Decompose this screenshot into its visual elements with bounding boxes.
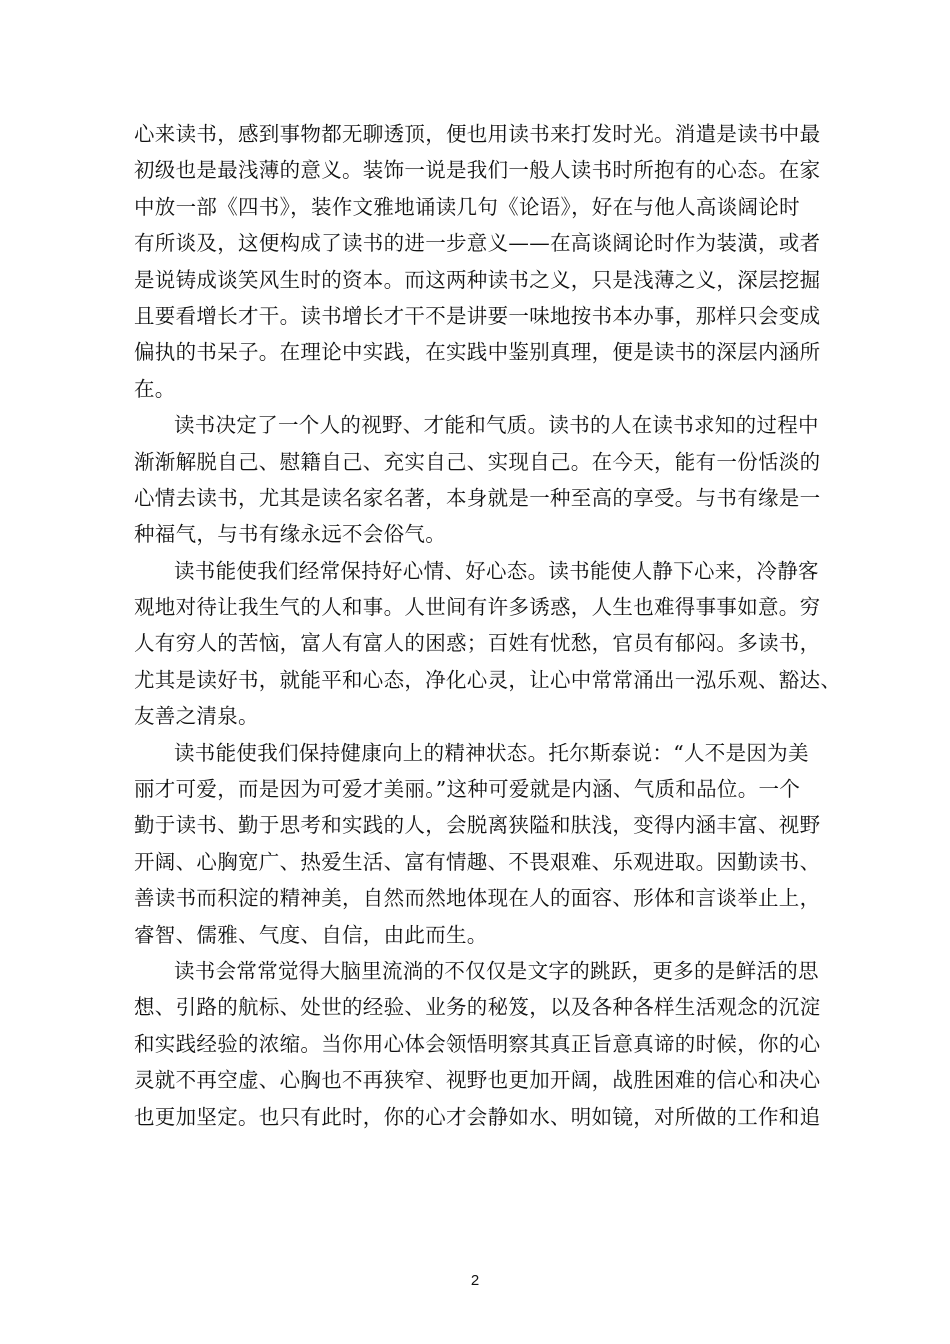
text-line: 心情去读书，尤其是读名家名著，本身就是一种至高的享受。与书有缘是一 bbox=[134, 485, 821, 510]
text-line: 也更加坚定。也只有此时，你的心才会静如水、明如镜，对所做的工作和追 bbox=[134, 1104, 821, 1129]
text-line: 善读书而积淀的精神美，自然而然地体现在人的面容、形体和言谈举止上， bbox=[134, 886, 821, 911]
text-line: 在。 bbox=[134, 376, 176, 401]
paragraph bbox=[134, 553, 842, 735]
paragraph bbox=[134, 953, 824, 1135]
text-line: 种福气，与书有缘永远不会俗气。 bbox=[134, 522, 446, 547]
paragraph bbox=[134, 735, 824, 953]
text-line: 观地对待让我生气的人和事。人世间有许多诱惑，人生也难得事事如意。穷 bbox=[134, 595, 821, 620]
text-line: 人有穷人的苦恼，富人有富人的困惑；百姓有忧愁，官员有郁闷。多读书， bbox=[134, 631, 821, 656]
text-line: 读书能使我们经常保持好心情、好心态。读书能使人静下心来，冷静客 bbox=[174, 558, 819, 583]
text-line: 读书能使我们保持健康向上的精神状态。托尔斯泰说：“人不是因为美 bbox=[174, 740, 809, 765]
text-line: 有所谈及，这便构成了读书的进一步意义——在高谈阔论时作为装潢，或者 bbox=[134, 231, 821, 256]
text-line: 且要看增长才干。读书增长才干不是讲要一味地按书本办事，那样只会变成 bbox=[134, 303, 821, 328]
text-line: 勤于读书、勤于思考和实践的人，会脱离狭隘和肤浅，变得内涵丰富、视野 bbox=[134, 813, 821, 838]
text-line: 初级也是最浅薄的意义。装饰一说是我们一般人读书时所抱有的心态。在家 bbox=[134, 158, 821, 183]
text-line: 友善之清泉。 bbox=[134, 704, 259, 729]
text-line: 读书会常常觉得大脑里流淌的不仅仅是文字的跳跃，更多的是鲜活的思 bbox=[174, 958, 819, 983]
paragraph bbox=[134, 116, 824, 407]
text-line: 尤其是读好书，就能平和心态，净化心灵，让心中常常涌出一泓乐观、豁达、 bbox=[134, 667, 842, 692]
text-line: 丽才可爱，而是因为可爱才美丽。”这种可爱就是内涵、气质和品位。一个 bbox=[134, 777, 801, 802]
text-line: 睿智、儒雅、气度、自信，由此而生。 bbox=[134, 922, 488, 947]
text-line: 读书决定了一个人的视野、才能和气质。读书的人在读书求知的过程中 bbox=[174, 413, 819, 438]
text-line: 中放一部《四书》，装作文雅地诵读几句《论语》，好在与他人高谈阔论时 bbox=[134, 194, 800, 219]
text-line: 开阔、心胸宽广、热爱生活、富有情趣、不畏艰难、乐观进取。因勤读书、 bbox=[134, 849, 821, 874]
text-line: 灵就不再空虚、心胸也不再狭窄、视野也更加开阔，战胜困难的信心和决心 bbox=[134, 1068, 821, 1093]
text-line: 偏执的书呆子。在理论中实践，在实践中鉴别真理，便是读书的深层内涵所 bbox=[134, 340, 821, 365]
page-number: 2 bbox=[470, 1272, 480, 1289]
text-line: 想、引路的航标、处世的经验、业务的秘笈，以及各种各样生活观念的沉淀 bbox=[134, 995, 821, 1020]
text-line: 渐渐解脱自己、慰籍自己、充实自己、实现自己。在今天，能有一份恬淡的 bbox=[134, 449, 821, 474]
text-line: 是说铸成谈笑风生时的资本。而这两种读书之义，只是浅薄之义，深层挖掘 bbox=[134, 267, 821, 292]
text-line: 和实践经验的浓缩。当你用心体会领悟明察其真正旨意真谛的时候，你的心 bbox=[134, 1031, 821, 1056]
text-line: 心来读书，感到事物都无聊透顶，便也用读书来打发时光。消遣是读书中最 bbox=[134, 122, 821, 146]
paragraph bbox=[134, 407, 824, 553]
document-body bbox=[134, 116, 842, 1135]
